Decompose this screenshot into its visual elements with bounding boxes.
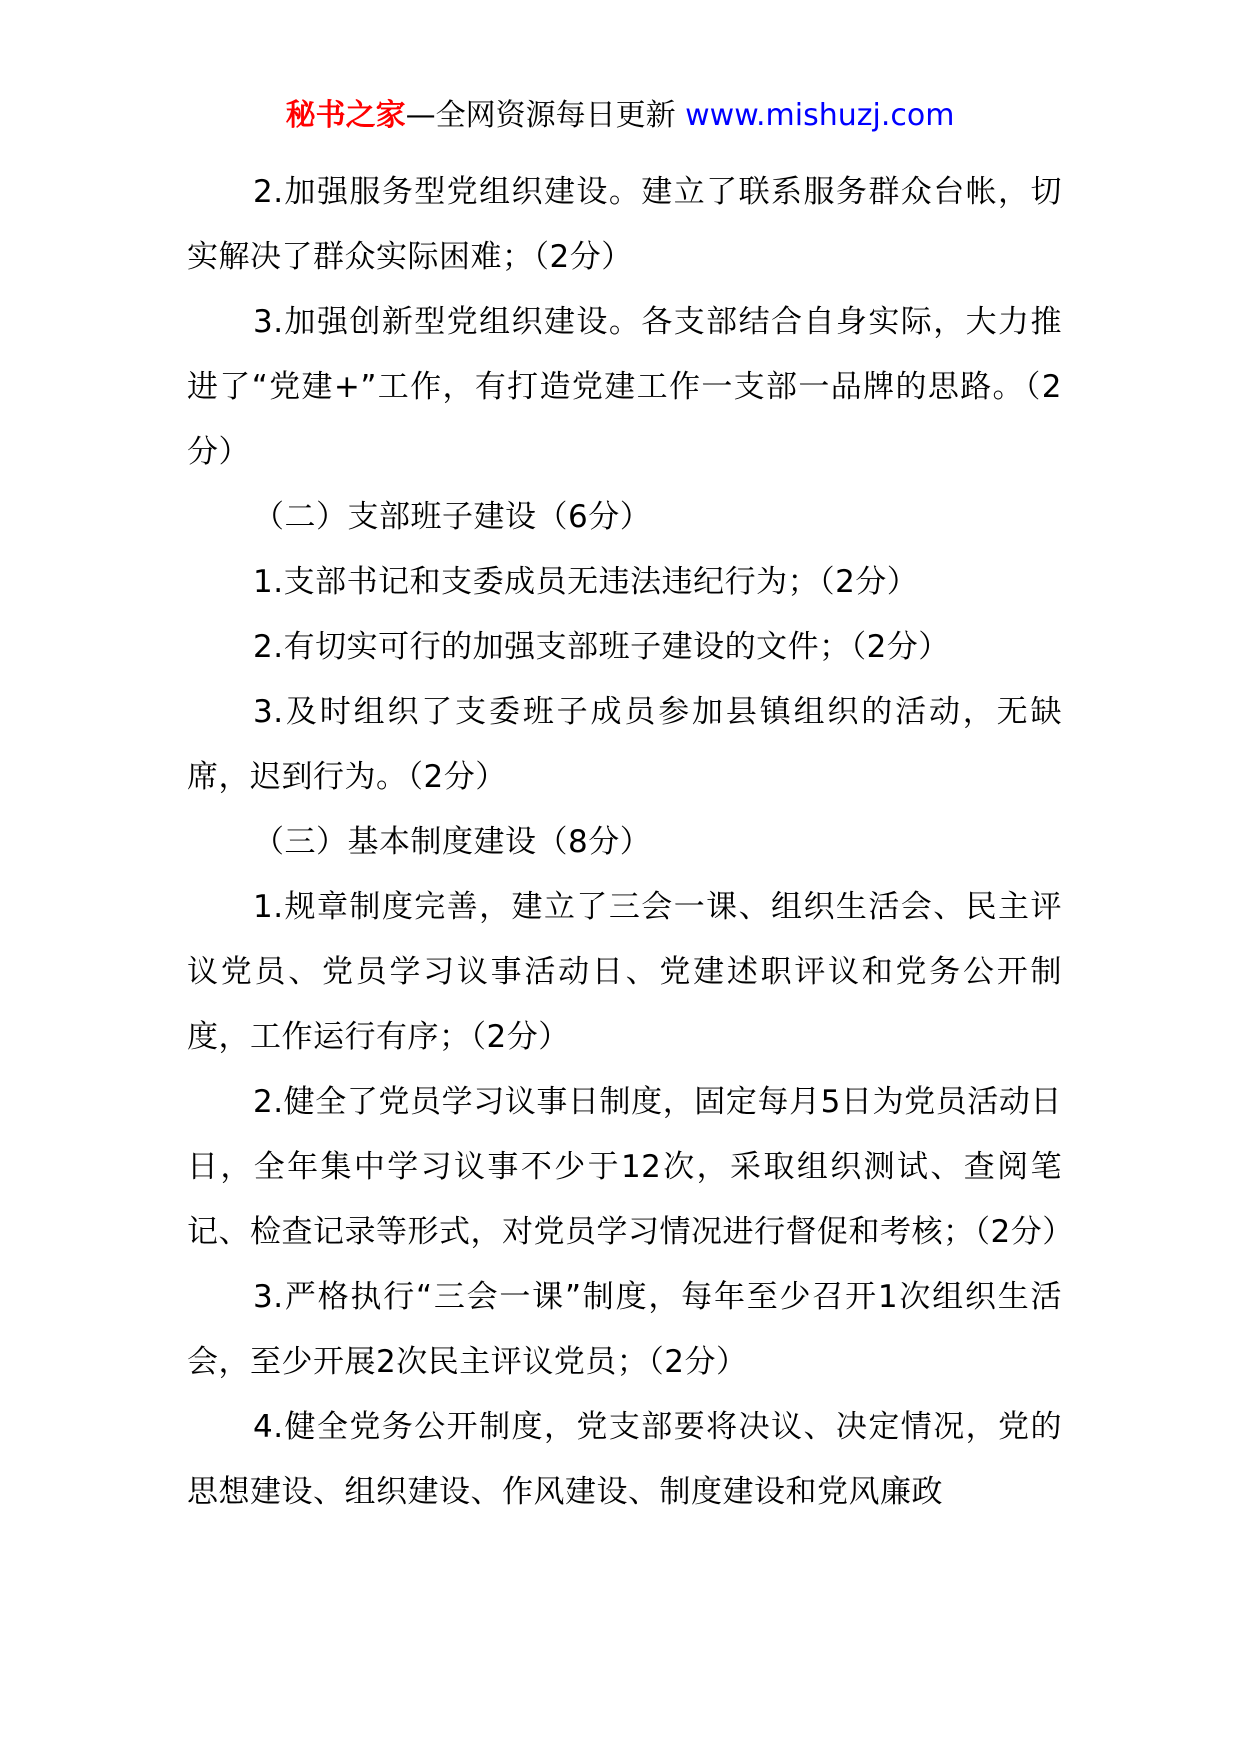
site-header (0, 96, 1240, 136)
site-url-link[interactable]: www.mishuzj.com (685, 98, 955, 133)
section-heading: （三）基本制度建设（8分） (253, 824, 652, 860)
paragraph: 2.健全了党员学习议事日制度，固定每月5日为党员活动日日，全年集中学习议事不少于12次，采取组织测试、查阅笔记、检查记录等形式，对党员学习情况进行督促和考核；（2分） (187, 1084, 1074, 1250)
document-body (187, 160, 1074, 1525)
paragraph: 2.有切实可行的加强支部班子建设的文件；（2分） (253, 629, 950, 665)
paragraph: 1.规章制度完善，建立了三会一课、组织生活会、民主评议党员、党员学习议事活动日、党建述职评议和党务公开制度，工作运行有序；（2分） (187, 889, 1062, 1055)
paragraph: 3.及时组织了支委班子成员参加县镇组织的活动，无缺席，迟到行为。（2分） (187, 694, 1062, 795)
brand-name: 秘书之家 (285, 98, 406, 133)
paragraph: 1.支部书记和支委成员无违法违纪行为；（2分） (253, 564, 919, 600)
paragraph: 3.加强创新型党组织建设。各支部结合自身实际，大力推进了“党建+”工作，有打造党建工作一支部一品牌的思路。（2分） (187, 304, 1062, 470)
paragraph: 4.健全党务公开制度，党支部要将决议、决定情况，党的思想建设、组织建设、作风建设、制度建设和党风廉政 (187, 1409, 1062, 1510)
paragraph: 3.严格执行“三会一课”制度，每年至少召开1次组织生活会，至少开展2次民主评议党员；（2分） (187, 1279, 1062, 1380)
section-heading: （二）支部班子建设（6分） (253, 499, 652, 535)
paragraph: 2.加强服务型党组织建设。建立了联系服务群众台帐，切实解决了群众实际困难；（2分） (187, 174, 1062, 275)
header-tagline: —全网资源每日更新 (405, 98, 686, 133)
